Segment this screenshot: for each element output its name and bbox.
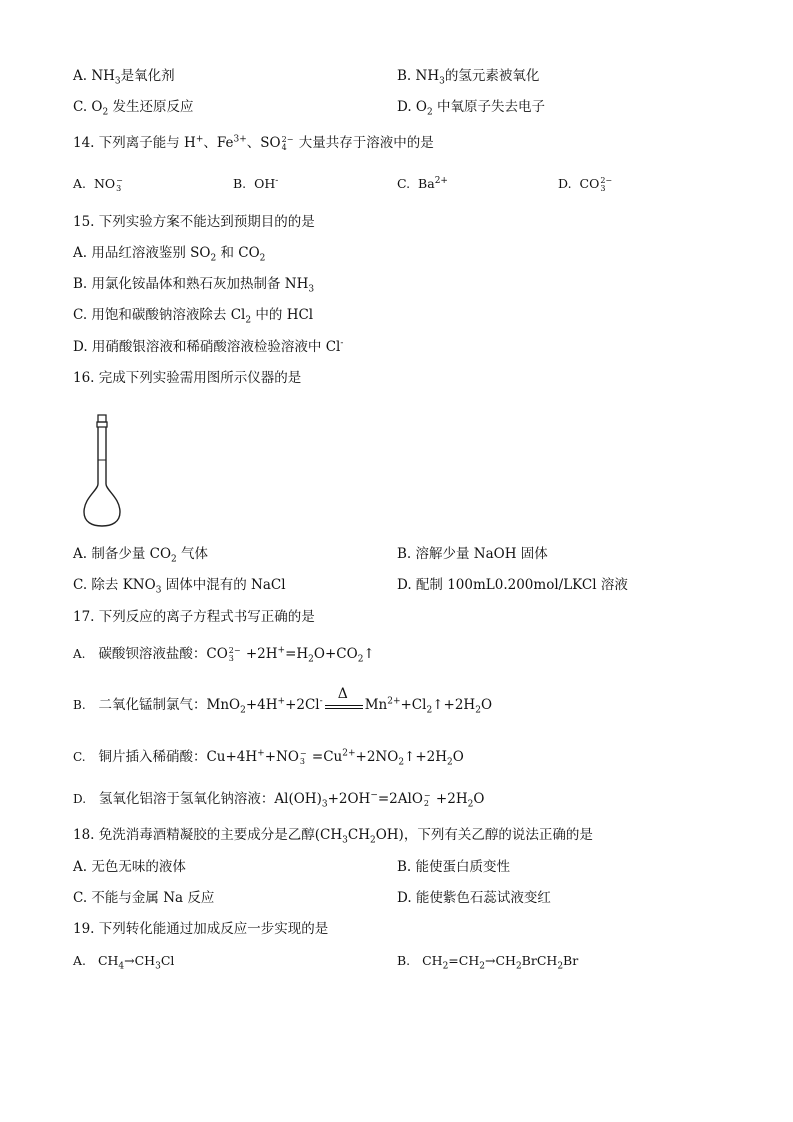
q17-a-rest4: ↑ xyxy=(363,646,375,662)
q17-a-label: A. xyxy=(73,647,86,661)
q14-option-a xyxy=(73,175,124,193)
q17-a-sub-3: 2 xyxy=(357,654,364,665)
q14-a-label: A. xyxy=(73,176,87,191)
q19-b-sub-3: 2 xyxy=(515,961,522,972)
q17-c-no3-charge: − xyxy=(299,748,307,758)
q15-a-text: A. 用品红溶液鉴别 SO xyxy=(73,245,211,261)
q17-c-r4: ↑+2H xyxy=(404,749,448,765)
q17-a-scripts xyxy=(229,647,241,663)
q17-option-c xyxy=(73,748,464,766)
q17-a-text: 碳酸钡溶液盐酸：CO xyxy=(98,646,228,662)
q18-stem-mid: CH xyxy=(347,827,370,843)
q16-a-text: A. 制备少量 CO xyxy=(73,546,172,562)
q19-b-r3: →CH xyxy=(484,953,516,968)
q14-d-charge: 2− xyxy=(600,175,613,185)
q16-option-a xyxy=(73,545,208,563)
q17-d-sub: 3 xyxy=(321,799,328,810)
q13-c-text-2: 发生还原反应 xyxy=(108,99,194,115)
q15-d-charge: - xyxy=(340,338,344,349)
q13-b-sub: 3 xyxy=(439,76,445,87)
q15-a-sub: 2 xyxy=(210,253,217,264)
q13-option-d xyxy=(397,98,545,116)
q18-sub-2: 2 xyxy=(369,835,376,846)
q14-so4-scripts xyxy=(282,136,294,152)
q17-a-rest3: O+CO xyxy=(313,646,358,662)
q17-b-charge-3: 2+ xyxy=(387,696,401,707)
q19-a-r3: Cl xyxy=(160,953,175,968)
q19-a-sub: 4 xyxy=(118,961,125,972)
q17-b-r2: +2Cl xyxy=(285,697,320,713)
q17-c-label: C. xyxy=(73,750,86,764)
q15-stem: 15. 下列实验方案不能达到预期目的的是 xyxy=(73,214,315,230)
q15-b-sub: 3 xyxy=(308,284,315,295)
q17-a-sub: 3 xyxy=(228,653,234,663)
q17-d-r4: O xyxy=(473,791,485,807)
q19-a-r2: →CH xyxy=(124,953,156,968)
q14-fe-charge: 3+ xyxy=(233,134,247,145)
q15-option-c xyxy=(73,306,313,324)
q14-a-charge: − xyxy=(116,175,123,185)
q17-d-text: 氢氧化铝溶于氢氧化钠溶液：Al(OH) xyxy=(98,791,322,807)
delta-symbol: Δ xyxy=(337,685,348,702)
q19-b-label: B. xyxy=(397,953,411,968)
q17-c-text: 铜片插入稀硝酸：Cu+4H xyxy=(98,749,258,765)
q13-a-text: A. NH xyxy=(73,68,115,84)
q18-stem-text-2: OH)，下列有关乙醇的说法正确的是 xyxy=(375,827,593,843)
q14-so4-charge: 2− xyxy=(281,134,294,144)
q17-b-sub-3: 2 xyxy=(475,705,481,716)
q14-a-ion: NO xyxy=(93,176,116,191)
q19-a-r1: CH xyxy=(97,953,119,968)
q18-option-b: B. 能使蛋白质变性 xyxy=(397,859,511,875)
q17-c-no3-sub: 3 xyxy=(299,756,305,766)
q14-b-charge: - xyxy=(275,175,279,186)
q17-c-r3: +2NO xyxy=(355,749,399,765)
q17-b-label: B. xyxy=(73,698,86,712)
q19-b-sub-4: 2 xyxy=(557,961,564,972)
q14-a-scripts xyxy=(116,177,123,193)
q15-option-b xyxy=(73,275,314,293)
q19-option-a xyxy=(73,952,174,970)
q18-stem-text: 18. 免洗消毒酒精凝胶的主要成分是乙醇(CH xyxy=(73,827,343,843)
q17-c-r1: +NO xyxy=(264,749,299,765)
q17-c-r5: O xyxy=(452,749,464,765)
q13-a-sub: 3 xyxy=(114,76,121,87)
q17-c-sub-2: 2 xyxy=(447,757,453,768)
q17-a-charge: 2− xyxy=(228,645,241,655)
q18-option-a: A. 无色无味的液体 xyxy=(73,859,186,875)
q17-b-r5: ↑+2H xyxy=(432,697,476,713)
q16-option-d: D. 配制 100mL0.200mol/LKCl 溶液 xyxy=(397,577,628,593)
q14-d-ion: CO xyxy=(579,176,600,191)
q15-c-text: C. 用饱和碳酸钠溶液除去 Cl xyxy=(73,307,246,323)
q15-option-a xyxy=(73,244,265,262)
q18-stem xyxy=(73,826,593,844)
q13-c-text: C. O xyxy=(73,99,103,115)
q17-b-r6: O xyxy=(480,697,493,713)
q17-c-sub: 2 xyxy=(398,757,405,768)
q14-stem-text-2: 大量共存于溶液中的是 xyxy=(294,135,434,151)
q14-d-sub: 3 xyxy=(600,183,606,193)
q17-b-charge: + xyxy=(277,696,286,707)
q15-c-sub: 2 xyxy=(245,315,252,326)
q17-a-rest1: +2H xyxy=(241,646,278,662)
q16-option-b: B. 溶解少量 NaOH 固体 xyxy=(397,546,548,562)
q17-d-r3: +2H xyxy=(431,791,468,807)
q14-option-d xyxy=(558,175,613,193)
q16-stem: 16. 完成下列实验需用图所示仪器的是 xyxy=(73,370,302,386)
q18-option-d: D. 能使紫色石蕊试液变红 xyxy=(397,890,551,906)
q17-d-scripts xyxy=(424,792,431,808)
q17-d-label: D. xyxy=(73,792,87,806)
q16-c-text: C. 除去 KNO xyxy=(73,577,156,593)
q17-d-r2: =2AlO xyxy=(377,791,423,807)
q17-c-scripts xyxy=(300,750,307,766)
q17-b-sub-2: 2 xyxy=(426,705,433,716)
q17-b-r1: +4H xyxy=(245,697,278,713)
q14-b-ion: OH xyxy=(254,176,276,191)
q16-c-text-2: 固体中混有的 NaCl xyxy=(161,577,286,593)
heating-equals-sign xyxy=(325,685,363,715)
q13-a-text-2: 是氧化剂 xyxy=(120,68,175,84)
q14-d-scripts xyxy=(600,177,612,193)
q18-option-c: C. 不能与金属 Na 反应 xyxy=(73,890,215,906)
q13-c-sub: 2 xyxy=(102,107,109,118)
q17-a-sub-2: 2 xyxy=(308,654,314,665)
volumetric-flask-icon xyxy=(78,412,126,530)
q14-option-b xyxy=(233,175,278,193)
q17-d-alo2-charge: − xyxy=(423,790,431,800)
q13-b-text-2: 的氢元素被氧化 xyxy=(444,68,540,84)
q14-stem-text: 14. 下列离子能与 H xyxy=(73,135,196,151)
q17-b-sub: 2 xyxy=(240,705,246,716)
q14-sep1: 、Fe xyxy=(203,135,234,151)
q14-option-c xyxy=(397,175,448,193)
q17-d-charge: − xyxy=(370,790,378,801)
q15-option-d xyxy=(73,338,343,356)
q17-option-d xyxy=(73,790,484,808)
q14-h-charge: + xyxy=(195,134,204,145)
q15-b-text: B. 用氯化铵晶体和熟石灰加热制备 NH xyxy=(73,276,309,292)
q14-c-ion: Ba xyxy=(418,176,435,191)
q13-option-a xyxy=(73,67,175,85)
q19-stem: 19. 下列转化能通过加成反应一步实现的是 xyxy=(73,921,329,937)
q17-b-text: 二氧化锰制氯气：MnO xyxy=(98,697,241,713)
q14-sep2: 、SO xyxy=(246,135,281,151)
q17-b-r3: Mn xyxy=(364,697,388,713)
q16-a-sub: 2 xyxy=(171,554,177,565)
q14-a-sub: 3 xyxy=(116,183,122,193)
q17-d-r1: +2OH xyxy=(327,791,371,807)
q14-c-charge: 2+ xyxy=(434,175,448,186)
q13-option-c xyxy=(73,98,194,116)
q17-stem: 17. 下列反应的离子方程式书写正确的是 xyxy=(73,609,315,625)
q17-c-r2: =Cu xyxy=(307,749,343,765)
q19-a-sub-2: 3 xyxy=(155,961,161,972)
q13-d-text: D. O xyxy=(397,99,427,115)
q19-b-r4: BrCH xyxy=(521,953,558,968)
q17-option-b xyxy=(73,685,493,716)
q15-c-text-2: 中的 HCl xyxy=(251,307,314,323)
q19-option-b xyxy=(397,952,578,970)
q14-b-label: B. xyxy=(233,176,247,191)
q17-b-charge-2: - xyxy=(319,696,323,707)
q16-c-sub: 3 xyxy=(155,585,162,596)
q17-a-rest2: =H xyxy=(285,646,309,662)
q15-a-text-2: 和 CO xyxy=(216,245,260,261)
q13-option-b xyxy=(397,67,539,85)
q14-so4-sub: 4 xyxy=(281,142,287,152)
q14-d-label: D. xyxy=(558,176,572,191)
q17-b-r4: +Cl xyxy=(400,697,427,713)
q17-option-a xyxy=(73,645,375,663)
q19-a-label: A. xyxy=(73,953,87,968)
q14-stem xyxy=(73,134,434,152)
q13-d-sub: 2 xyxy=(427,107,433,118)
q17-d-sub-2: 2 xyxy=(467,799,474,810)
q15-a-sub-2: 2 xyxy=(259,253,266,264)
q18-sub: 3 xyxy=(342,835,348,846)
q17-a-charge-2: + xyxy=(277,645,286,656)
q14-c-label: C. xyxy=(397,176,411,191)
q17-c-charge: + xyxy=(257,748,265,759)
q15-d-text: D. 用硝酸银溶液和稀硝酸溶液检验溶液中 Cl xyxy=(73,339,341,355)
q19-b-sub: 2 xyxy=(442,961,449,972)
q16-a-text-2: 气体 xyxy=(176,546,209,562)
q19-b-r5: Br xyxy=(563,953,579,968)
q16-option-c xyxy=(73,576,286,594)
q17-c-charge-2: 2+ xyxy=(342,748,356,759)
q17-d-alo2-sub: 2 xyxy=(423,798,430,808)
q13-b-text: B. NH xyxy=(397,68,440,84)
q19-b-sub-2: 2 xyxy=(479,961,485,972)
q13-d-text-2: 中氧原子失去电子 xyxy=(432,99,546,115)
q19-b-r2: =CH xyxy=(448,953,480,968)
q19-b-r1: CH xyxy=(422,953,443,968)
